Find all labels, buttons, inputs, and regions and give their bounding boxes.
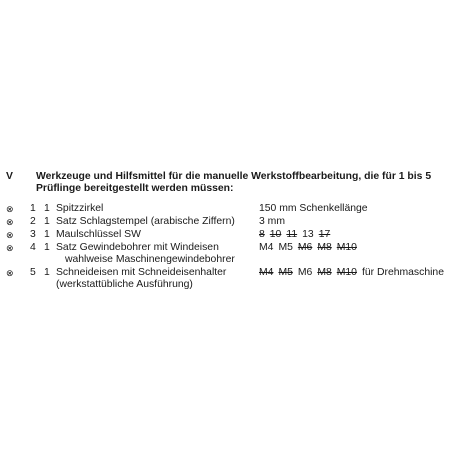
- size-option-struck: 8: [259, 229, 265, 240]
- item-number: 3: [30, 229, 36, 240]
- tool-list: [6, 203, 454, 291]
- item-specification: [259, 216, 454, 228]
- item-number: 2: [30, 216, 36, 227]
- item-description: [56, 203, 259, 215]
- tool-item: [6, 203, 454, 215]
- size-option: M6: [297, 267, 313, 278]
- section-title: Werkzeuge und Hilfsmittel für die manuelle Werkstoffbearbeitung, die für 1 bis 5 Prüflinge bereitgestellt werden müssen:: [36, 171, 432, 194]
- description-line: Satz Gewindebohrer mit Windeisen: [56, 242, 219, 253]
- item-description: [56, 267, 259, 291]
- item-specification: [259, 203, 454, 215]
- size-option-struck: M10: [336, 267, 357, 278]
- size-option-struck: 10: [269, 229, 282, 240]
- item-description: [56, 242, 259, 266]
- tool-item: [6, 229, 454, 241]
- size-option-struck: M8: [317, 242, 332, 253]
- size-option: M5: [278, 242, 293, 253]
- size-option-struck: M5: [278, 267, 293, 278]
- spec-text: 3 mm: [259, 216, 285, 227]
- size-option-struck: M6: [297, 242, 313, 253]
- item-number: 5: [30, 267, 36, 278]
- bullet-marker-icon: ⊗: [6, 268, 14, 278]
- item-specification: [259, 267, 454, 291]
- size-option-struck: 17: [318, 229, 331, 240]
- description-line: Schneideisen mit Schneideisenhalter: [56, 267, 227, 278]
- tool-item: [6, 216, 454, 228]
- tool-item: [6, 242, 454, 266]
- item-number: 4: [30, 242, 36, 253]
- bullet-marker-icon: ⊗: [6, 204, 14, 214]
- tool-item: [6, 267, 454, 291]
- description-line: wahlweise Maschinengewindebohrer: [65, 254, 235, 265]
- item-quantity: 1: [44, 229, 50, 240]
- section-v: [6, 171, 454, 292]
- item-quantity: 1: [44, 242, 50, 253]
- bullet-marker-icon: ⊗: [6, 217, 14, 227]
- description-line: Satz Schlagstempel (arabische Ziffern): [56, 216, 235, 227]
- item-number: 1: [30, 203, 36, 214]
- bullet-marker-icon: ⊗: [6, 230, 14, 240]
- item-quantity: 1: [44, 267, 50, 278]
- description-line: (werkstattübliche Ausführung): [56, 279, 193, 290]
- size-option: 13: [302, 229, 314, 240]
- spec-suffix: für Drehmaschine: [361, 267, 444, 278]
- item-quantity: 1: [44, 216, 50, 227]
- item-description: [56, 216, 259, 228]
- item-specification: [259, 242, 454, 266]
- item-specification: [259, 229, 454, 241]
- section-heading: [6, 171, 454, 194]
- bullet-marker-icon: ⊗: [6, 243, 14, 253]
- description-line: Spitzzirkel: [56, 203, 104, 214]
- item-quantity: 1: [44, 203, 50, 214]
- size-option-struck: 11: [286, 229, 298, 240]
- section-letter: V: [6, 171, 13, 182]
- size-option: M4: [259, 242, 274, 253]
- size-option-struck: M8: [317, 267, 332, 278]
- description-line: Maulschlüssel SW: [56, 229, 141, 240]
- item-description: [56, 229, 259, 241]
- size-option-struck: M10: [336, 242, 357, 253]
- size-option-struck: M4: [259, 267, 274, 278]
- spec-text: 150 mm Schenkellänge: [259, 203, 368, 214]
